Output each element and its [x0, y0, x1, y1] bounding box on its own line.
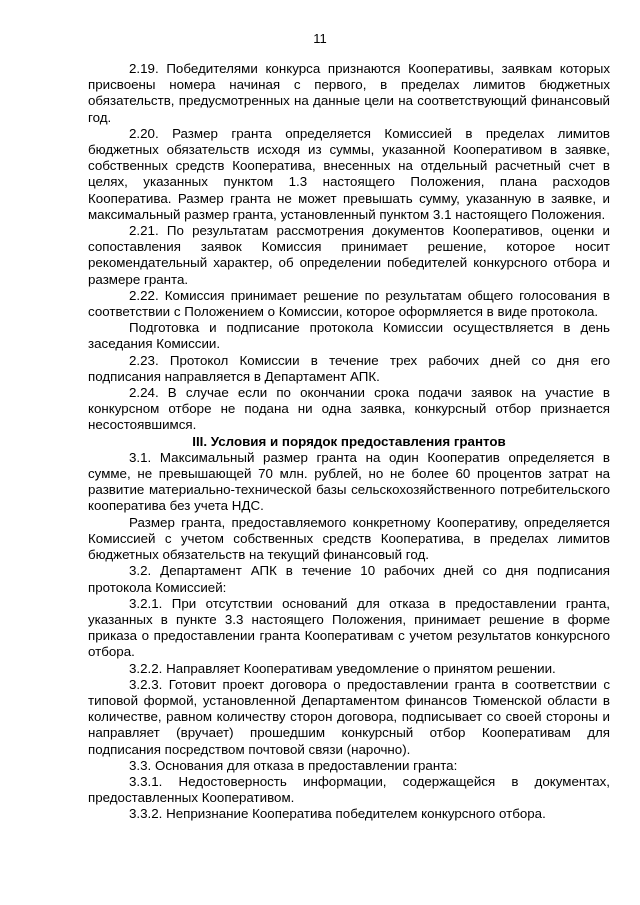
page-number: 11 [313, 31, 327, 46]
paragraph-protocol-signing: Подготовка и подписание протокола Комиссии осуществляется в день заседания Комиссии. [88, 320, 610, 352]
paragraph-2-23: 2.23. Протокол Комиссии в течение трех рабочих дней со дня его подписания направляется в Департамент АПК. [88, 352, 610, 384]
document-body [88, 61, 610, 823]
paragraph-3-2-1: 3.2.1. При отсутствии оснований для отказа в предоставлении гранта, указанных в пункте 3.3 настоящего Положения, принимает решение в форме приказа о предоставлении гранта Кооперативам с учетом результатов конкурсного отбора. [88, 595, 610, 660]
section-heading-iii: III. Условия и порядок предоставления грантов [192, 433, 506, 449]
paragraph-grant-size: Размер гранта, предоставляемого конкретному Кооперативу, определяется Комиссией с учетом собственных средств Кооператива, в пределах лимитов бюджетных обязательств на текущий финансовый год. [88, 514, 610, 563]
paragraph-3-2-3: 3.2.3. Готовит проект договора о предоставлении гранта в соответствии с типовой формой, установленной Департаментом финансов Тюменской области в количестве, равном количеству сторон договора, подписывает со своей стороны и направляет (вручает) прошедшим конкурсный отбор Кооперативам для подписания посредством почтовой связи (нарочно). [88, 676, 610, 757]
paragraph-3-2: 3.2. Департамент АПК в течение 10 рабочих дней со дня подписания протокола Комиссией: [88, 563, 610, 595]
paragraph-2-20: 2.20. Размер гранта определяется Комиссией в пределах лимитов бюджетных обязательств исходя из суммы, указанной Кооперативом в заявке, собственных средств Кооператива, внесенных на отдельный расчетный счет в целях, указанных пунктом 1.3 настоящего Положения, плана расходов Кооператива. Размер гранта не может превышать сумму, указанную в заявке, и максимальный размер гранта, установленный пунктом 3.1 настоящего Положения. [88, 125, 610, 222]
paragraph-3-3-2: 3.3.2. Непризнание Кооператива победителем конкурсного отбора. [129, 806, 546, 822]
paragraph-2-24: 2.24. В случае если по окончании срока подачи заявок на участие в конкурсном отборе не подана ни одна заявка, конкурсный отбор признается несостоявшимся. [88, 385, 610, 433]
paragraph-2-22: 2.22. Комиссия принимает решение по результатам общего голосования в соответствии с Положением о Комиссии, которое оформляется в виде протокола. [88, 287, 610, 320]
paragraph-3-3: 3.3. Основания для отказа в предоставлении гранта: [129, 757, 458, 773]
paragraph-3-1: 3.1. Максимальный размер гранта на один Кооператив определяется в сумме, не превышающей 70 млн. рублей, но не более 60 процентов затрат на развитие материально-технической базы сельскохозяйственного потребительского кооператива без учета НДС. [88, 449, 610, 514]
paragraph-3-2-2: 3.2.2. Направляет Кооперативам уведомление о принятом решении. [129, 660, 556, 676]
paragraph-2-19: 2.19. Победителями конкурса признаются Кооперативы, заявкам которых присвоены номера начиная с первого, в пределах лимитов бюджетных обязательств, предусмотренных на данные цели на соответствующий финансовый год. [88, 61, 610, 125]
paragraph-2-21: 2.21. По результатам рассмотрения документов Кооперативов, оценки и сопоставления заявок Комиссия принимает решение, которое носит рекомендательный характер, об определении победителей конкурсного отбора и размере гранта. [88, 223, 610, 287]
paragraph-3-3-1: 3.3.1. Недостоверность информации, содержащейся в документах, предоставленных Кооперативом. [88, 773, 610, 806]
